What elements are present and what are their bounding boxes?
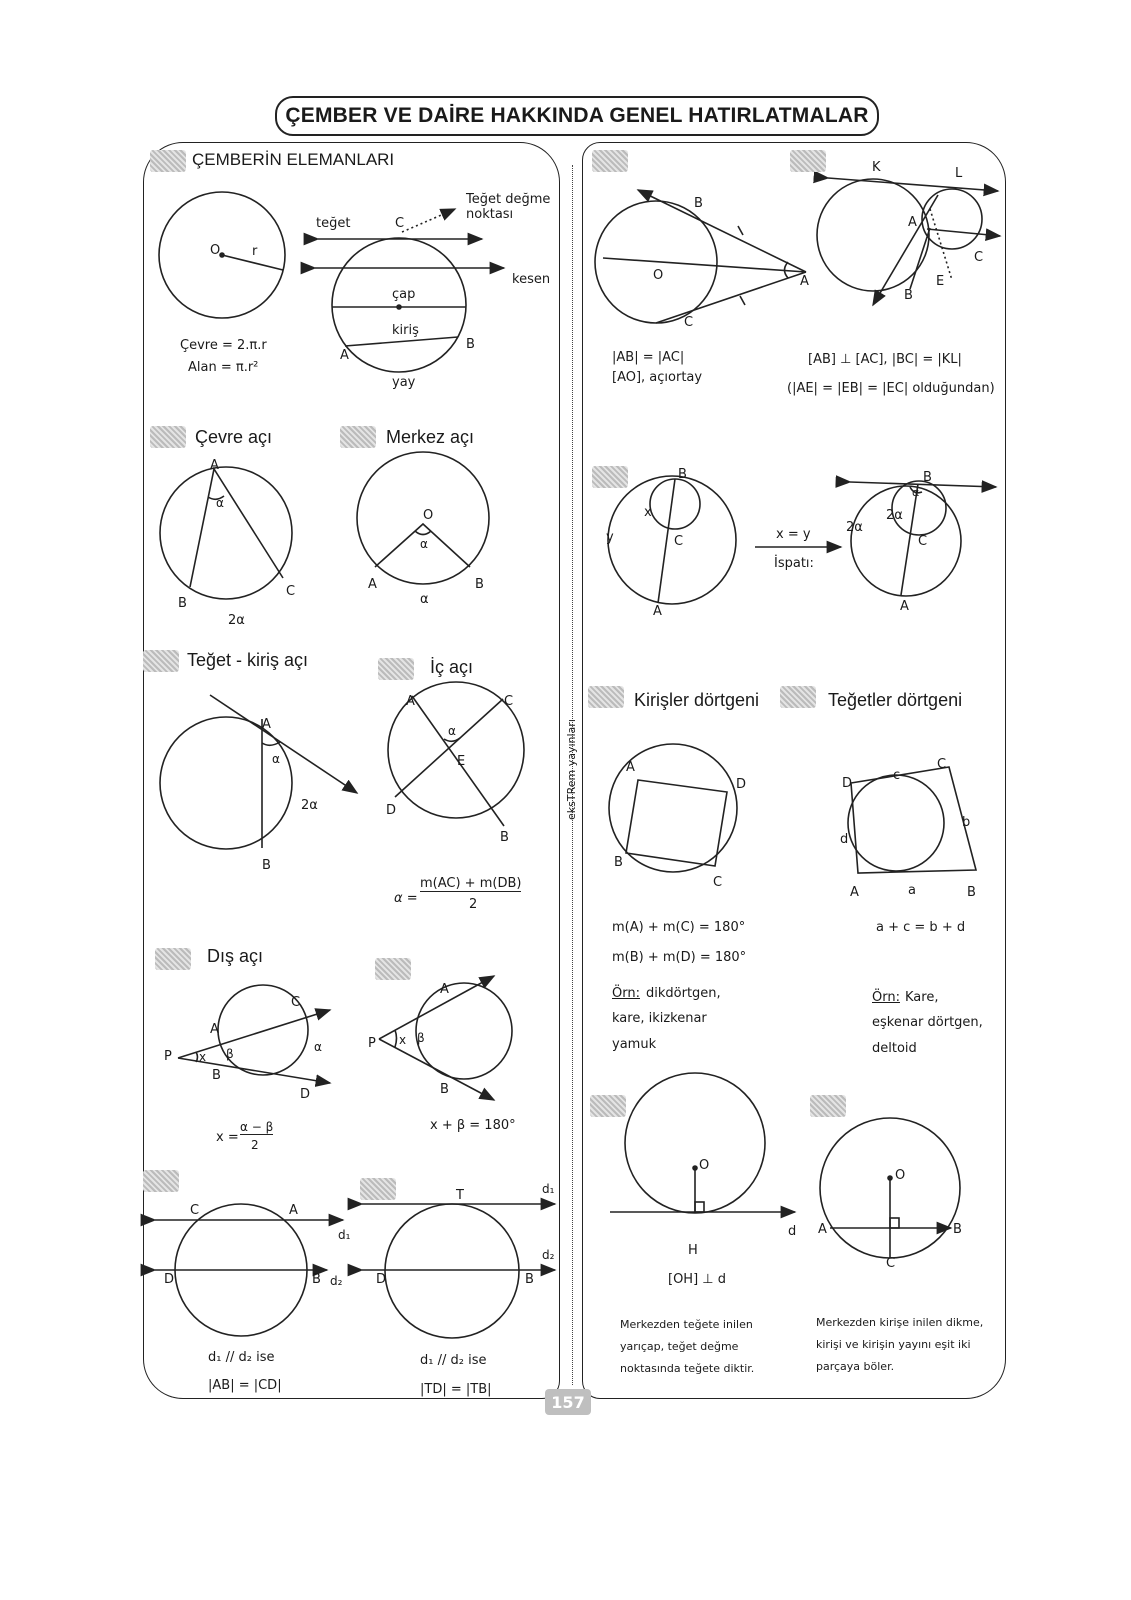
- exterior-angle-heading: Dış açı: [207, 946, 264, 966]
- exterior-formula-denominator: 2: [251, 1138, 259, 1152]
- tangential-quad-heading: Teğetler dörtgeni: [828, 690, 963, 710]
- label-d2: d₂: [542, 1248, 555, 1262]
- label-yay: yay: [392, 375, 416, 390]
- parallel-condition: d₁ // d₂ ise: [420, 1353, 487, 1368]
- exterior-formula-lhs: x =: [216, 1130, 239, 1145]
- label-O: O: [653, 268, 664, 283]
- section-badge-icon: [378, 658, 414, 680]
- label-A: A: [368, 577, 377, 592]
- interior-formula-denominator: 2: [469, 897, 478, 912]
- publisher-label: eksTRem yayınları: [565, 719, 578, 820]
- label-2alpha-outer: 2α: [846, 520, 863, 535]
- label-B: B: [440, 1082, 449, 1097]
- section-badge-icon: [590, 1095, 626, 1117]
- parallel-result: |AB| = |CD|: [208, 1378, 282, 1393]
- label-B: B: [178, 596, 187, 611]
- cyclic-equation-2: m(B) + m(D) = 180°: [612, 950, 747, 965]
- section-badge-icon: [588, 686, 624, 708]
- label-O: O: [699, 1158, 710, 1173]
- label-teget-degme: Teğet değme: [466, 192, 551, 207]
- section-badge-icon: [780, 686, 816, 708]
- page-title: ÇEMBER VE DAİRE HAKKINDA GENEL HATIRLATMALAR: [275, 96, 879, 136]
- label-D: D: [386, 803, 397, 818]
- label-C: C: [974, 250, 984, 265]
- label-A: A: [210, 458, 219, 473]
- section-badge-icon: [592, 466, 628, 488]
- perimeter-formula: Çevre = 2.π.r: [180, 338, 267, 353]
- label-C: C: [674, 534, 684, 549]
- label-A: A: [406, 694, 415, 709]
- label-B: B: [614, 855, 623, 870]
- label-C: C: [190, 1203, 200, 1218]
- example-3: yamuk: [612, 1037, 657, 1052]
- label-B: B: [904, 288, 913, 303]
- example-2: kare, ikizkenar: [612, 1011, 707, 1026]
- label-K: K: [872, 160, 881, 175]
- bisector-note: [AO], açıortay: [612, 370, 703, 385]
- internal-tangent-small-circle: [650, 479, 700, 529]
- central-angle-heading: Merkez açı: [386, 427, 475, 447]
- label-cap: çap: [392, 287, 416, 302]
- page-number: 157: [545, 1389, 591, 1415]
- common-tangent-reason: (|AE| = |EB| = |EC| olduğundan): [787, 381, 995, 396]
- label-C: C: [291, 995, 301, 1010]
- label-D: D: [736, 777, 747, 792]
- tangential-equation: a + c = b + d: [876, 920, 966, 935]
- tangential-quad-circle: [848, 775, 944, 871]
- cyclic-equation-1: m(A) + m(C) = 180°: [612, 920, 746, 935]
- section-badge-icon: [592, 150, 628, 172]
- label-beta: β: [226, 1047, 234, 1061]
- area-formula: Alan = π.r²: [188, 360, 259, 375]
- label-kesen: kesen: [512, 272, 551, 287]
- label-alpha: α: [272, 752, 280, 766]
- note-line-3: noktasında teğete diktir.: [620, 1362, 755, 1375]
- label-A: A: [289, 1203, 298, 1218]
- note-line-1: Merkezden teğete inilen: [620, 1318, 753, 1331]
- label-O: O: [210, 243, 221, 258]
- inscribed-angle-heading: Çevre açı: [195, 427, 273, 447]
- label-E: E: [457, 754, 466, 769]
- note-line-3: parçaya böler.: [816, 1360, 895, 1373]
- label-C: C: [886, 1256, 896, 1271]
- label-noktasi: noktası: [466, 207, 514, 222]
- label-alpha: α: [420, 537, 428, 551]
- label-O: O: [895, 1168, 906, 1183]
- label-B: B: [475, 577, 484, 592]
- label-D: D: [300, 1087, 311, 1102]
- elements-heading: ÇEMBERİN ELEMANLARI: [192, 150, 395, 169]
- note-line-1: Merkezden kirişe inilen dikme,: [816, 1316, 984, 1329]
- section-badge-icon: [790, 150, 826, 172]
- label-c: c: [893, 768, 901, 783]
- parallel-tangent-circle: [385, 1204, 519, 1338]
- section-badge-icon: [150, 426, 186, 448]
- section-badge-icon: [143, 650, 179, 672]
- proof-label: İspatı:: [774, 556, 814, 571]
- label-alpha: α: [216, 496, 224, 510]
- label-C: C: [937, 757, 947, 772]
- label-C: C: [504, 694, 514, 709]
- example-1: Kare,: [905, 990, 939, 1005]
- label-x: x: [644, 505, 652, 520]
- label-A: A: [626, 760, 635, 775]
- example-2: eşkenar dörtgen,: [872, 1015, 983, 1030]
- label-beta: β: [417, 1031, 425, 1045]
- label-D: D: [842, 776, 853, 791]
- label-A: A: [340, 348, 349, 363]
- section-badge-icon: [150, 150, 186, 172]
- tangent-chord-heading: Teğet - kiriş açı: [187, 650, 309, 670]
- tangent-equality: |AB| = |AC|: [612, 350, 685, 365]
- parallel-result: |TD| = |TB|: [420, 1382, 492, 1397]
- section-badge-icon: [340, 426, 376, 448]
- label-A: A: [262, 717, 271, 732]
- section-badge-icon: [155, 948, 191, 970]
- exterior-formula-numerator: α − β: [240, 1120, 274, 1134]
- internal-tangent-equality: x = y: [776, 527, 811, 542]
- label-y: y: [606, 530, 614, 545]
- example-label: Örn:: [872, 990, 900, 1005]
- label-D: D: [376, 1272, 387, 1287]
- proof-large-circle: [851, 486, 961, 596]
- label-C: C: [684, 315, 694, 330]
- label-d2: d₂: [330, 1274, 343, 1288]
- label-kiris: kiriş: [392, 323, 419, 338]
- label-A: A: [908, 215, 917, 230]
- parallel-condition: d₁ // d₂ ise: [208, 1350, 275, 1365]
- small-common-tangent-circle: [922, 189, 982, 249]
- label-E: E: [936, 274, 945, 289]
- label-B: B: [466, 337, 475, 352]
- label-A: A: [850, 885, 859, 900]
- label-P: P: [368, 1036, 376, 1051]
- label-A: A: [210, 1022, 219, 1037]
- label-B: B: [312, 1272, 321, 1287]
- label-2alpha: 2α: [228, 613, 245, 628]
- label-d: d: [788, 1224, 797, 1239]
- cyclic-quad-heading: Kirişler dörtgeni: [634, 690, 760, 710]
- label-A: A: [800, 274, 809, 289]
- label-C: C: [286, 584, 296, 599]
- section-badge-icon: [360, 1178, 396, 1200]
- label-r: r: [252, 244, 258, 259]
- tangent-exterior-circle: [416, 983, 512, 1079]
- label-d1: d₁: [338, 1228, 351, 1242]
- label-B: B: [212, 1068, 221, 1083]
- label-B: B: [923, 470, 932, 485]
- label-H: H: [688, 1243, 698, 1258]
- example-3: deltoid: [872, 1041, 917, 1056]
- label-A: A: [440, 982, 449, 997]
- label-C: C: [918, 534, 928, 549]
- label-C: C: [395, 216, 405, 231]
- label-b: b: [962, 815, 971, 830]
- interior-formula-numerator: m(AC) + m(DB): [420, 876, 522, 891]
- label-teget: teğet: [316, 216, 351, 231]
- large-common-tangent-circle: [817, 179, 929, 291]
- tangent-exterior-formula: x + β = 180°: [430, 1118, 516, 1133]
- section-badge-icon: [375, 958, 411, 980]
- label-x: x: [199, 1050, 207, 1064]
- label-alpha: α: [314, 1040, 322, 1054]
- label-D: D: [164, 1272, 175, 1287]
- section-badge-icon: [810, 1095, 846, 1117]
- label-A: A: [653, 604, 662, 619]
- label-A: A: [818, 1222, 827, 1237]
- interior-angle-heading: İç açı: [430, 657, 474, 677]
- label-B: B: [953, 1222, 962, 1237]
- label-T: T: [456, 1188, 464, 1203]
- label-alpha: α: [912, 486, 920, 499]
- label-alpha-arc: α: [420, 592, 429, 607]
- label-B: B: [967, 885, 976, 900]
- perpendicular-statement: [OH] ⊥ d: [668, 1272, 726, 1287]
- label-d1: d₁: [542, 1182, 555, 1196]
- label-B: B: [262, 858, 271, 873]
- label-2alpha: 2α: [886, 508, 903, 523]
- section-badge-icon: [143, 1170, 179, 1192]
- label-A: A: [900, 599, 909, 614]
- label-a: a: [908, 883, 916, 898]
- label-d: d: [840, 832, 849, 847]
- example-1: dikdörtgen,: [646, 986, 721, 1001]
- label-B: B: [525, 1272, 534, 1287]
- note-line-2: yarıçap, teğet değme: [620, 1340, 739, 1353]
- common-tangent-equality: [AB] ⊥ [AC], |BC| = |KL|: [808, 352, 962, 367]
- label-alpha: α: [448, 724, 456, 738]
- label-x: x: [399, 1033, 407, 1047]
- label-P: P: [164, 1049, 172, 1064]
- interior-formula-lhs: α =: [394, 891, 418, 906]
- label-L: L: [955, 166, 963, 181]
- label-B: B: [678, 467, 687, 482]
- chord-line: [345, 337, 458, 346]
- label-O: O: [423, 508, 434, 523]
- note-line-2: kirişi ve kirişin yayını eşit iki: [816, 1338, 971, 1351]
- label-C: C: [713, 875, 723, 890]
- label-B: B: [500, 830, 509, 845]
- label-B: B: [694, 196, 703, 211]
- example-label: Örn:: [612, 986, 640, 1001]
- label-2alpha: 2α: [301, 798, 318, 813]
